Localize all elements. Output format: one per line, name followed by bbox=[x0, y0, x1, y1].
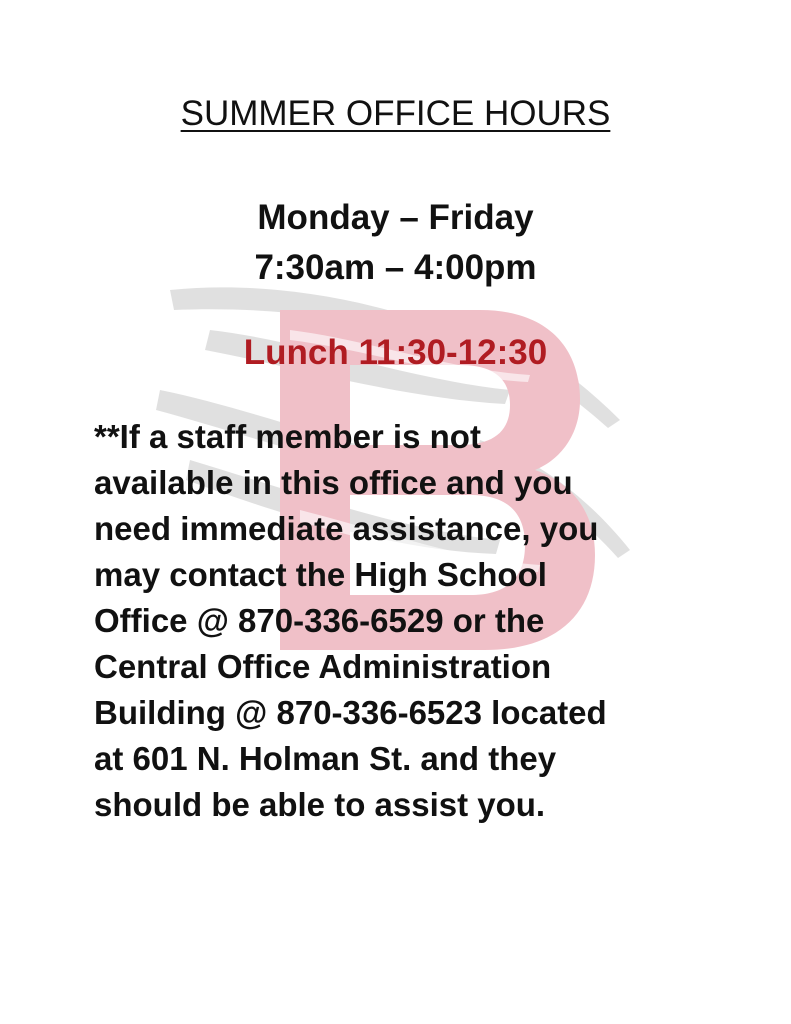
note-line: at 601 N. Holman St. and they bbox=[94, 740, 557, 777]
office-days: Monday – Friday bbox=[257, 198, 534, 237]
note-line: Building @ 870-336-6523 located bbox=[94, 694, 607, 731]
page-title: SUMMER OFFICE HOURS bbox=[180, 94, 611, 133]
lunch-hours: Lunch 11:30-12:30 bbox=[243, 333, 548, 372]
note-line: may contact the High School bbox=[94, 556, 547, 593]
note-line: Office @ 870-336-6529 or the bbox=[94, 602, 545, 639]
assistance-note bbox=[94, 414, 714, 828]
note-line: need immediate assistance, you bbox=[94, 510, 599, 547]
note-line: available in this office and you bbox=[94, 464, 573, 501]
note-line: **If a staff member is not bbox=[94, 418, 481, 455]
note-line: Central Office Administration bbox=[94, 648, 552, 685]
note-line: should be able to assist you. bbox=[94, 786, 546, 823]
office-hours: 7:30am – 4:00pm bbox=[254, 248, 537, 287]
